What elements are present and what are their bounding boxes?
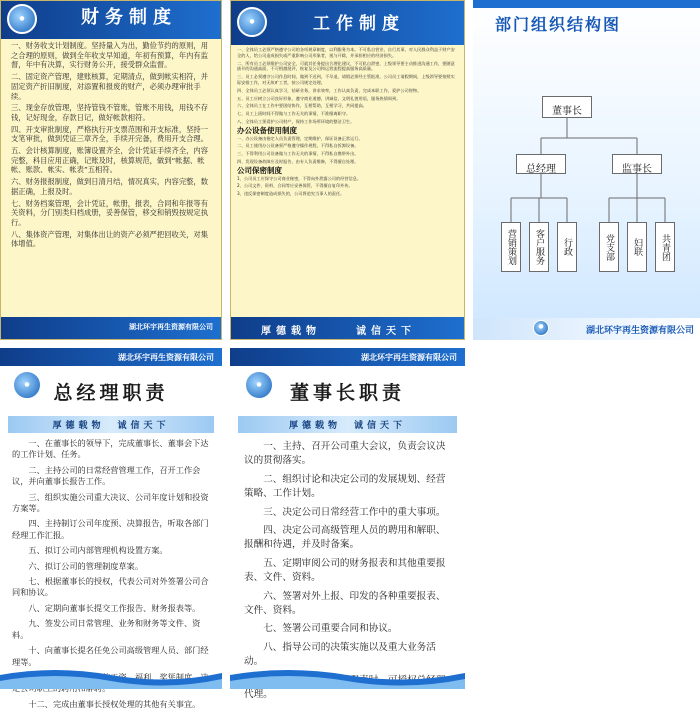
company-logo-icon: ● — [7, 4, 37, 34]
org-footer — [473, 318, 700, 340]
finance-item: 七、财务档案管理，会计凭证，帐册，报表，合同和年报等有关资料，分门别类归档成册，妥善保管，移交和销毁按规定执行。 — [11, 198, 209, 227]
finance-body — [11, 41, 213, 251]
org-dept: 共青团 — [655, 222, 675, 272]
work-motto-left: 厚德载物 — [261, 326, 321, 337]
org-company: 湖北环宇再生资源有限公司 — [585, 326, 694, 336]
gm-company: 湖北环宇再生资源有限公司 — [0, 348, 222, 366]
gm-duty-item: 十二、完成由董事长授权处理的其他有关事宜。 — [28, 698, 201, 709]
finance-footer — [1, 317, 221, 339]
gm-duty-item: 三、组织实施公司重大决议、公司年度计划和投资方案等。 — [12, 491, 209, 514]
gm-duty-item: 二、主持公司的日常经营管理工作，召开工作会议，并向董事长报告工作。 — [12, 464, 201, 487]
work-item: 三、员工必须遵守公司作息时间，做到不迟到，不早退，请假必须经主管批准，公司员工请假期间，上级领导要按照实际安排工作，对无故旷工者，按公司规定处理。 — [237, 74, 455, 85]
gm-duty-item: 七、根据董事长的授权，代表公司对外签署公司合同和协议。 — [12, 576, 209, 598]
gm-duty-item: 八、定期向董事长提交工作报告、财务报表等。 — [28, 602, 201, 613]
chair-duty-item: 二、组织讨论和决定公司的发展规划、经营策略、工作计划。 — [244, 473, 446, 500]
office-item: 三、不得利用公司设备做与工作无关的事情，不得私自携带外出。 — [237, 151, 359, 157]
chair-duty-item: 一、主持、召开公司重大会议，负责会议决议的贯彻落实。 — [244, 441, 446, 467]
office-item: 二、员工使用办公设备须严格遵守操作规程，不得私自拆卸设备。 — [237, 143, 359, 149]
gm-duty-item: 五、拟订公司内部管理机构设置方案。 — [28, 545, 168, 556]
work-motto-right: 诚信天下 — [356, 326, 416, 337]
finance-item: 八、集体资产管理，对集体出让的资产必须严把回收关，对集体增值。 — [11, 229, 209, 249]
org-chairman: 董事长 — [542, 96, 592, 118]
finance-item: 二、固定资产管理，建账核算，定期清点，做到帐实相符，并固定资产折旧制度，对添置和报废的财产，必须办理审批手续。 — [11, 72, 209, 101]
chair-company: 湖北环宇再生资源有限公司 — [230, 348, 465, 366]
bottom-wave — [230, 663, 465, 689]
org-dept: 客户服务 — [529, 222, 549, 272]
org-title: 部门组织结构图 — [495, 15, 622, 34]
chair-duty-item: 五、定期审阅公司的财务报表和其他重要报表、文件、资料。 — [244, 557, 446, 584]
finance-item: 一、财务收支计划制度。坚持量入为出，勤俭节约的原则，用之合理的原则，做到全年收支早知道，年初有预算，年内有监督，年中有决算，实行财务公开，接受群众监督。 — [11, 41, 209, 70]
work-header — [231, 1, 464, 45]
office-section-title: 办公设备使用制度 — [237, 125, 297, 135]
gm-duty-item: 六、拟订公司的管理制度草案。 — [28, 560, 144, 571]
secret-section-title: 公司保密制度 — [237, 165, 282, 175]
gm-duty-poster — [0, 348, 222, 709]
work-item: 一、全体员工必须严格遵守公司的各项规章制度，以利服务为本。不可私自营业，自行其事，对人民群众利益于财产安全的人，给公司造成损失或严重影响公司形象者，视与开除，并承担相应的经济损失。 — [237, 47, 455, 58]
chair-title: 董事长职责 — [289, 382, 405, 404]
work-item: 八、全体员工须爱护公司财产，保持工作场所环境的整洁卫生。 — [237, 118, 355, 124]
chair-motto: 厚德载物 诚信天下 — [238, 416, 457, 433]
finance-company: 湖北环宇再生资源有限公司 — [129, 323, 213, 331]
work-item: 六、全体员工在工作中要团结协作，互相帮助，互相学习，共同提高。 — [237, 103, 367, 109]
office-item: 四、发现设备故障应及时报告，由专人负责维修，不得擅自处理。 — [237, 158, 359, 164]
org-connectors — [473, 0, 700, 340]
work-footer — [231, 317, 464, 339]
bottom-wave — [0, 663, 222, 689]
finance-header — [1, 1, 221, 39]
secret-item: 1、公司员工应保守公司商业秘密，不得向外泄露公司的经营信息。 — [237, 175, 362, 181]
secret-item: 2、公司文件、资料、合同等应妥善保管，不得擅自复印外传。 — [237, 183, 353, 189]
chairman-duty-poster — [230, 348, 465, 701]
finance-item: 三、现金存放管理，坚持管钱不管账，管账不用钱，用钱不存钱，记好现金，存款日记，做好帐款相符。 — [11, 103, 209, 122]
work-item: 五、员工应树立公司良好形象，遵守商业道德，讲诚信，文明礼貌用语，服务热情周到。 — [237, 95, 401, 101]
gm-duty-item: 十、向董事长提名任免公司高级管理人员、部门经理等。 — [12, 645, 209, 667]
work-body — [237, 47, 458, 199]
org-chart-poster — [473, 0, 700, 340]
org-dept: 行政 — [557, 222, 577, 272]
chair-duty-item: 代理。 — [244, 689, 273, 701]
chair-duty-item: 七、签署公司重要合同和协议。 — [263, 623, 398, 635]
chair-duty-item: 三、决定公司日常经营工作中的重大事项。 — [263, 506, 446, 518]
company-logo-icon: ● — [533, 320, 549, 336]
org-dept: 党支部 — [599, 222, 619, 272]
finance-item: 五、会计核算制度，账簿设置齐全，会计凭证手续齐全，内容完整，科目应用正确，记账及时，核算规范，做到“帐据、帐帐、账款、帐实、帐表”五相符。 — [11, 146, 209, 175]
gm-duty-item: 九、签发公司日常管理、业务和财务等文件、资料。 — [12, 618, 201, 640]
company-logo-icon: ● — [12, 370, 42, 400]
chair-duty-item: 四、决定公司高级管理人员的聘用和解职、报酬和待遇，并及时备案。 — [244, 525, 446, 551]
work-item: 七、员工上班时间不得做与工作无关的事情，不准擅离职守。 — [237, 111, 351, 117]
gm-duty-item: 一、在董事长的领导下，完成董事长、董事会下达的工作计划、任务。 — [12, 438, 209, 460]
gm-title: 总经理职责 — [53, 382, 169, 404]
work-title: 工作制度 — [313, 14, 405, 34]
chair-duty-item: 八、指导公司的决策实施以及重大业务活动。 — [244, 641, 436, 668]
org-gm: 总经理 — [516, 154, 566, 174]
secret-item: 3、违反保密制度造成损失的，公司将追究当事人的责任。 — [237, 191, 345, 197]
finance-item: 四、开支审批制度，严格执行开支票范围和开支标准，坚持一支笔审批，做到凭证三章齐全，手续开完备，费用开支合理。 — [11, 124, 209, 144]
work-poster — [230, 0, 465, 340]
work-item: 二、所有员工必须维护公司安全，可就其任务提出合理化建议，不可私自泄密，上级领导要主动推进沟通工作，要随意拔开的沟通高面，不可相激批评，恢复及公司和运营流程提高服务高质量。 — [237, 60, 455, 72]
org-supervisor: 监事长 — [612, 154, 662, 174]
org-dept: 妇联 — [627, 222, 647, 272]
company-logo-icon: ● — [237, 7, 267, 37]
finance-title: 财务制度 — [81, 7, 177, 28]
gm-motto: 厚德载物 诚信天下 — [8, 416, 214, 433]
chair-duty-item: 六、签署对外上报、印发的各种重要报表、文件、资料。 — [244, 590, 446, 617]
work-item: 四、全体员工必须认真学习，钻研业务，讲求效率，工作认真负责，完成本职工作，爱护公司财物。 — [237, 87, 422, 93]
company-logo-icon: ● — [244, 370, 274, 400]
gm-duty-item: 四、主持制订公司年度预、决算报告，听取各部门经理工作汇报。 — [12, 518, 209, 540]
finance-item: 六、财务报报制度，做到日清月结，情况真实，内容完整，数据正确，上报及时。 — [11, 177, 209, 196]
office-item: 一、办公设备由指定人员负责管理，定期维护，保证设备正常运行。 — [237, 135, 363, 141]
org-dept: 营销策划 — [501, 222, 521, 272]
finance-poster — [0, 0, 222, 340]
